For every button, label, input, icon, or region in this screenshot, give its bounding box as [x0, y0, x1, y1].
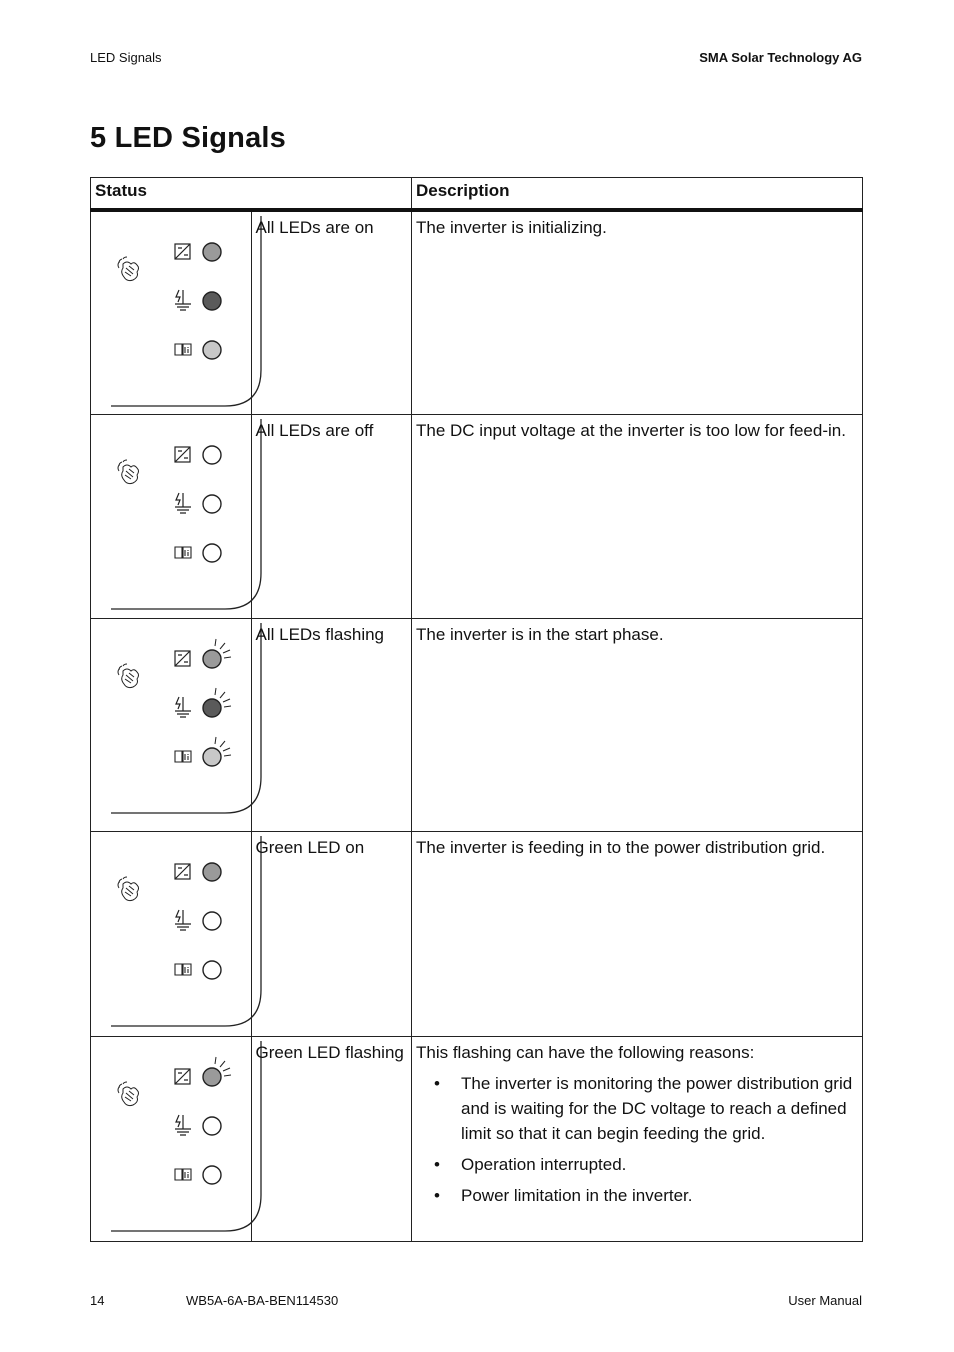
status-text: All LEDs are off	[251, 414, 412, 618]
yellow-led	[203, 748, 221, 766]
description-cell	[412, 831, 863, 1036]
led-panel-cell	[91, 210, 252, 414]
description-text: The inverter is in the start phase.	[416, 624, 664, 644]
table-row	[91, 618, 863, 831]
column-header-description: Description	[412, 178, 863, 211]
earth-fault-icon	[175, 1115, 191, 1135]
green-led	[203, 243, 221, 261]
table-row	[91, 414, 863, 618]
table-row	[91, 1036, 863, 1241]
green-led	[203, 1068, 221, 1086]
red-led	[203, 1117, 221, 1135]
led-panel-cell	[91, 831, 252, 1036]
page-number: 14	[90, 1293, 105, 1308]
red-led	[203, 912, 221, 930]
tap-icon	[118, 460, 139, 484]
tap-icon	[118, 664, 139, 688]
description-cell	[412, 618, 863, 831]
dc-icon	[175, 1069, 190, 1084]
led-panel-cell	[91, 1036, 252, 1241]
earth-fault-icon	[175, 290, 191, 310]
dc-icon	[175, 447, 190, 462]
green-led	[203, 650, 221, 668]
status-text: Green LED flashing	[251, 1036, 412, 1241]
manual-icon	[175, 751, 191, 762]
status-text: Green LED on	[251, 831, 412, 1036]
earth-fault-icon	[175, 493, 191, 513]
dc-icon	[175, 864, 190, 879]
manual-icon	[175, 547, 191, 558]
earth-fault-icon	[175, 910, 191, 930]
led-panel-cell	[91, 618, 252, 831]
table-header-row	[91, 178, 863, 211]
earth-fault-icon	[175, 697, 191, 717]
list-item: • Operation interrupted.	[416, 1152, 858, 1177]
dc-icon	[175, 651, 190, 666]
list-item: • Power limitation in the inverter.	[416, 1183, 858, 1208]
page-title: 5 LED Signals	[90, 122, 286, 154]
status-text: All LEDs flashing	[251, 618, 412, 831]
list-item: • The inverter is monitoring the power distribution grid and is waiting for the DC voltage to reach a defined limit so that it can begin feeding the grid.	[416, 1071, 858, 1146]
red-led	[203, 699, 221, 717]
red-led	[203, 495, 221, 513]
yellow-led	[203, 544, 221, 562]
description-text: The DC input voltage at the inverter is too low for feed-in.	[416, 420, 846, 440]
red-led	[203, 292, 221, 310]
tap-icon	[118, 877, 139, 901]
yellow-led	[203, 1166, 221, 1184]
status-text: All LEDs are on	[251, 210, 412, 414]
description-cell	[412, 414, 863, 618]
tap-icon	[118, 1082, 139, 1106]
running-header-right: SMA Solar Technology AG	[699, 50, 862, 65]
description-text: The inverter is feeding in to the power distribution grid.	[416, 837, 826, 857]
dc-icon	[175, 244, 190, 259]
document-type: User Manual	[788, 1293, 862, 1308]
column-header-status: Status	[91, 178, 412, 211]
table-row	[91, 831, 863, 1036]
reason-list	[416, 1071, 858, 1208]
led-panel-cell	[91, 414, 252, 618]
description-cell	[412, 1036, 863, 1241]
manual-icon	[175, 1169, 191, 1180]
green-led	[203, 446, 221, 464]
manual-icon	[175, 344, 191, 355]
document-id: WB5A-6A-BA-BEN114530	[186, 1293, 339, 1308]
description-text: The inverter is initializing.	[416, 218, 607, 237]
yellow-led	[203, 961, 221, 979]
description-text: This flashing can have the following reasons:	[416, 1042, 755, 1062]
running-header-left: LED Signals	[90, 50, 162, 65]
green-led	[203, 863, 221, 881]
manual-icon	[175, 964, 191, 975]
led-signals-table	[90, 177, 863, 1242]
description-cell	[412, 210, 863, 414]
table-row	[91, 210, 863, 414]
yellow-led	[203, 341, 221, 359]
tap-icon	[118, 257, 139, 281]
